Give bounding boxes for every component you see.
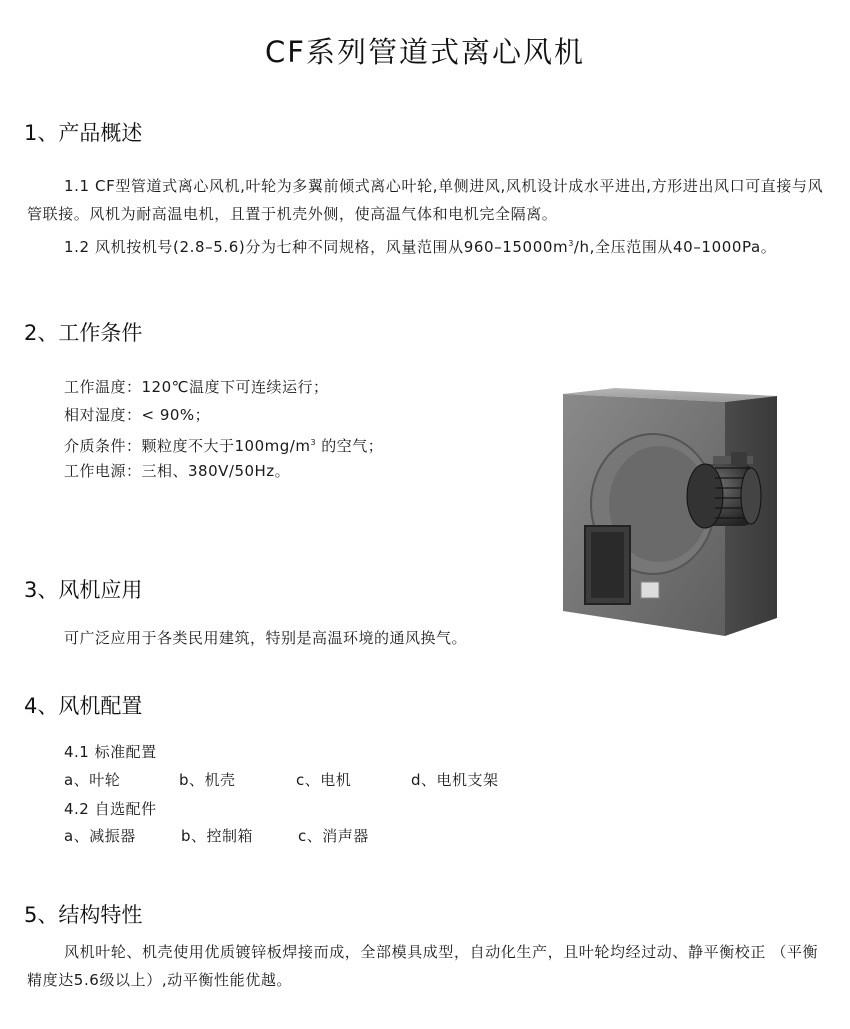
standard-config-list	[64, 768, 499, 792]
section-2-heading: 2、工作条件	[24, 321, 143, 345]
standard-item: c、电机	[296, 771, 352, 789]
section-5-text: 风机叶轮、机壳使用优质镀锌板焊接而成，全部模具成型，自动化生产，且叶轮均经过动、静平衡校正 （平衡精度达5.6级以上）,动平衡性能优越。	[27, 943, 819, 989]
section-3-text: 可广泛应用于各类民用建筑，特别是高温环境的通风换气。	[64, 629, 468, 647]
page-title: CF系列管道式离心风机	[265, 35, 585, 69]
optional-item: a、减振器	[64, 827, 136, 845]
condition-temperature: 工作温度：120℃温度下可连续运行；	[64, 378, 329, 396]
section-1-heading: 1、产品概述	[24, 121, 143, 145]
fan-outlet-inner	[591, 532, 624, 598]
section-3-heading: 3、风机应用	[24, 578, 143, 602]
motor-junction-box	[731, 452, 747, 466]
condition-power: 工作电源：三相、380V/50Hz。	[64, 462, 291, 480]
optional-item: b、控制箱	[181, 827, 254, 845]
motor-end-cap	[741, 468, 761, 524]
fan-nameplate	[641, 582, 659, 598]
section-1-paragraph-1: 1.1 CF型管道式离心风机,叶轮为多翼前倾式离心叶轮,单侧进风,风机设计成水平进出,方形进出风口可直接与风管联接。风机为耐高温电机，且置于机壳外侧，使高温气体和电机完全隔离。	[27, 177, 824, 223]
optional-config-title: 4.2 自选配件	[64, 800, 157, 818]
condition-humidity: 相对湿度：< 90%；	[64, 406, 211, 424]
standard-item: a、叶轮	[64, 771, 121, 789]
centrifugal-fan-image	[555, 386, 785, 641]
section-4-heading: 4、风机配置	[24, 694, 143, 718]
condition-medium: 介质条件：颗粒度不大于$100mg/m^3$ 的空气；	[64, 437, 384, 455]
section-1-paragraph-2: 1.2 风机按机号(2.8–5.6)分为七种不同规格，风量范围从$960-15000m^3/h$,全压范围从40–1000Pa。	[64, 238, 777, 256]
standard-item: b、机壳	[179, 771, 236, 789]
standard-item: d、电机支架	[411, 771, 499, 789]
section-5-heading: 5、结构特性	[24, 903, 143, 927]
optional-item: c、消声器	[298, 827, 369, 845]
standard-config-title: 4.1 标准配置	[64, 743, 157, 761]
optional-config-list	[64, 824, 369, 848]
